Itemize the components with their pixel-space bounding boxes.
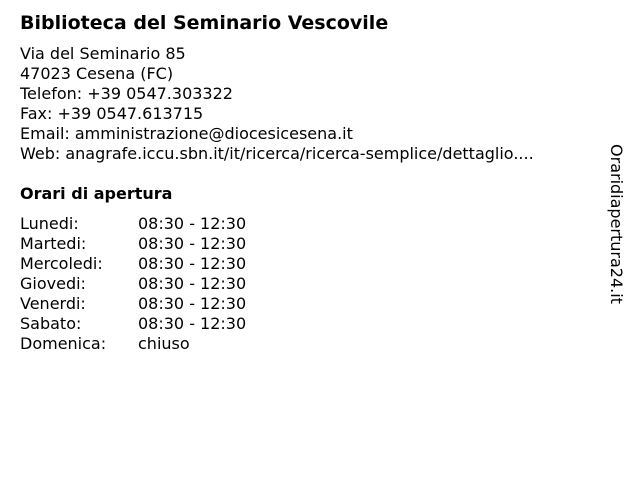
library-card [20,11,595,354]
time-value: 08:30 - 12:30 [138,254,247,273]
time-value: 08:30 - 12:30 [138,214,247,233]
address-street: Via del Seminario 85 [20,44,186,63]
day-label: Domenica: [20,334,107,353]
website-link: Web: anagrafe.iccu.sbn.it/it/ricerca/ricerca-semplice/dettaglio.... [20,144,534,163]
hours-row-sunday [20,334,595,354]
time-value: chiuso [138,334,190,353]
hours-row-tuesday [20,234,595,254]
day-label: Mercoledi: [20,254,103,273]
opening-hours-heading: Orari di apertura [20,184,173,203]
watermark-text: Oraridiapertura24.it [607,144,627,304]
address-city: 47023 Cesena (FC) [20,64,174,83]
opening-hours-list [20,214,595,354]
hours-row-monday [20,214,595,234]
day-label: Venerdi: [20,294,86,313]
day-label: Martedi: [20,234,87,253]
contact-block [20,44,595,164]
site-watermark [597,134,635,314]
phone-number: Telefon: +39 0547.303322 [20,84,233,103]
day-label: Sabato: [20,314,82,333]
time-value: 08:30 - 12:30 [138,314,247,333]
time-value: 08:30 - 12:30 [138,234,247,253]
time-value: 08:30 - 12:30 [138,274,247,293]
hours-row-saturday [20,314,595,334]
time-value: 08:30 - 12:30 [138,294,247,313]
hours-row-thursday [20,274,595,294]
email-address: Email: amministrazione@diocesicesena.it [20,124,353,143]
library-title: Biblioteca del Seminario Vescovile [20,12,389,34]
hours-row-wednesday [20,254,595,274]
fax-number: Fax: +39 0547.613715 [20,104,204,123]
day-label: Giovedi: [20,274,86,293]
hours-row-friday [20,294,595,314]
day-label: Lunedi: [20,214,79,233]
